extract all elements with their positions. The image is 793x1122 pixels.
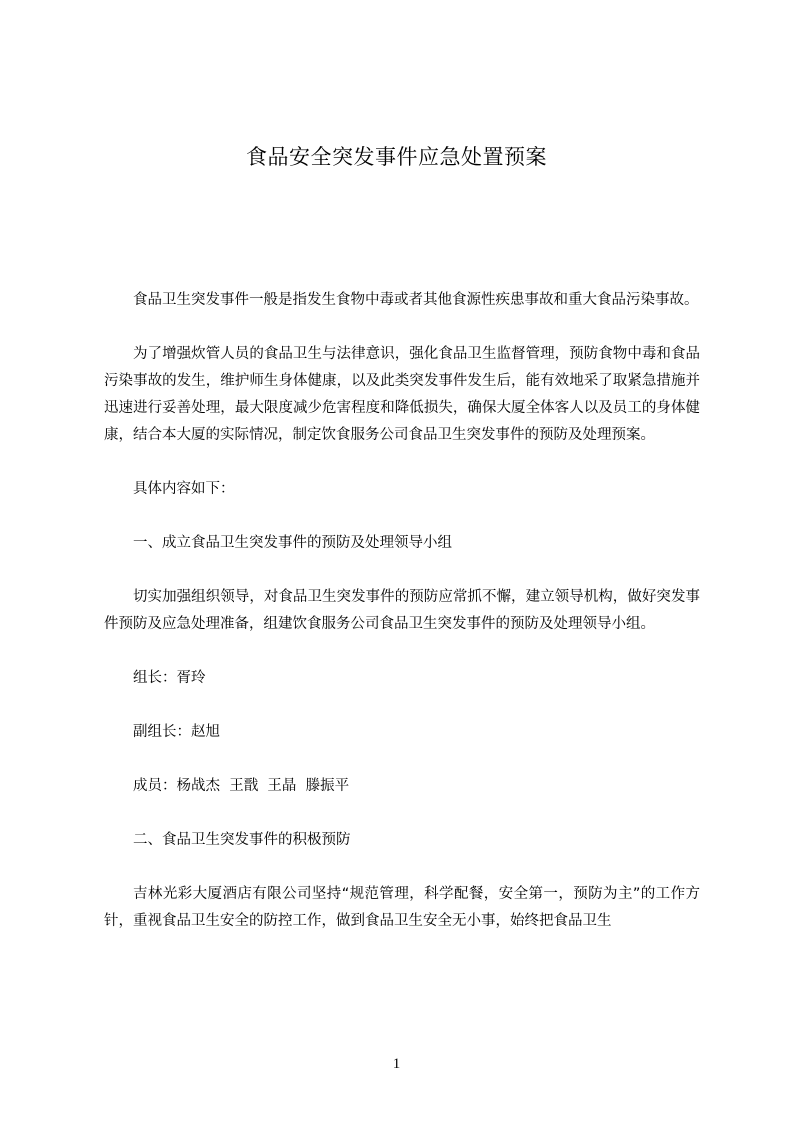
team-deputy-leader: 副组长：赵旭: [133, 724, 220, 740]
page-number: 1: [392, 1056, 401, 1072]
paragraph-policy: 吉林光彩大厦酒店有限公司坚持“规范管理，科学配餐，安全第一，预防为主”的工作方针，重视食品卫生安全的防控工作，做到食品卫生安全无小事，始终把食品卫生: [104, 886, 700, 929]
document-body: [104, 287, 700, 962]
paragraph-content-intro: 具体内容如下：: [133, 481, 235, 497]
document-title: 食品安全突发事件应急处置预案: [246, 145, 547, 169]
paragraph-leadership: 切实加强组织领导，对食品卫生突发事件的预防应常抓不懈，建立领导机构，做好突发事件预防及应急处理准备，组建饮食服务公司食品卫生突发事件的预防及处理领导小组。: [104, 589, 700, 632]
team-members: 成员：杨战杰 王戬 王晶 滕振平: [133, 778, 350, 794]
section-heading-2: 二、食品卫生突发事件的积极预防: [133, 832, 351, 848]
paragraph-purpose: 为了增强炊管人员的食品卫生与法律意识，强化食品卫生监督管理，预防食物中毒和食品污染事故的发生，维护师生身体健康，以及此类突发事件发生后，能有效地采了取紧急措施并迅速进行妥善处理，最大限度减少危害程度和降低损失，确保大厦全体客人以及员工的身体健康，结合本大厦的实际情况，制定饮食服务公司食品卫生突发事件的预防及处理预案。: [104, 346, 700, 443]
team-leader: 组长：胥玲: [133, 670, 206, 686]
section-heading-1: 一、成立食品卫生突发事件的预防及处理领导小组: [133, 535, 452, 551]
paragraph-definition: 食品卫生突发事件一般是指发生食物中毒或者其他食源性疾患事故和重大食品污染事故。: [133, 292, 699, 308]
